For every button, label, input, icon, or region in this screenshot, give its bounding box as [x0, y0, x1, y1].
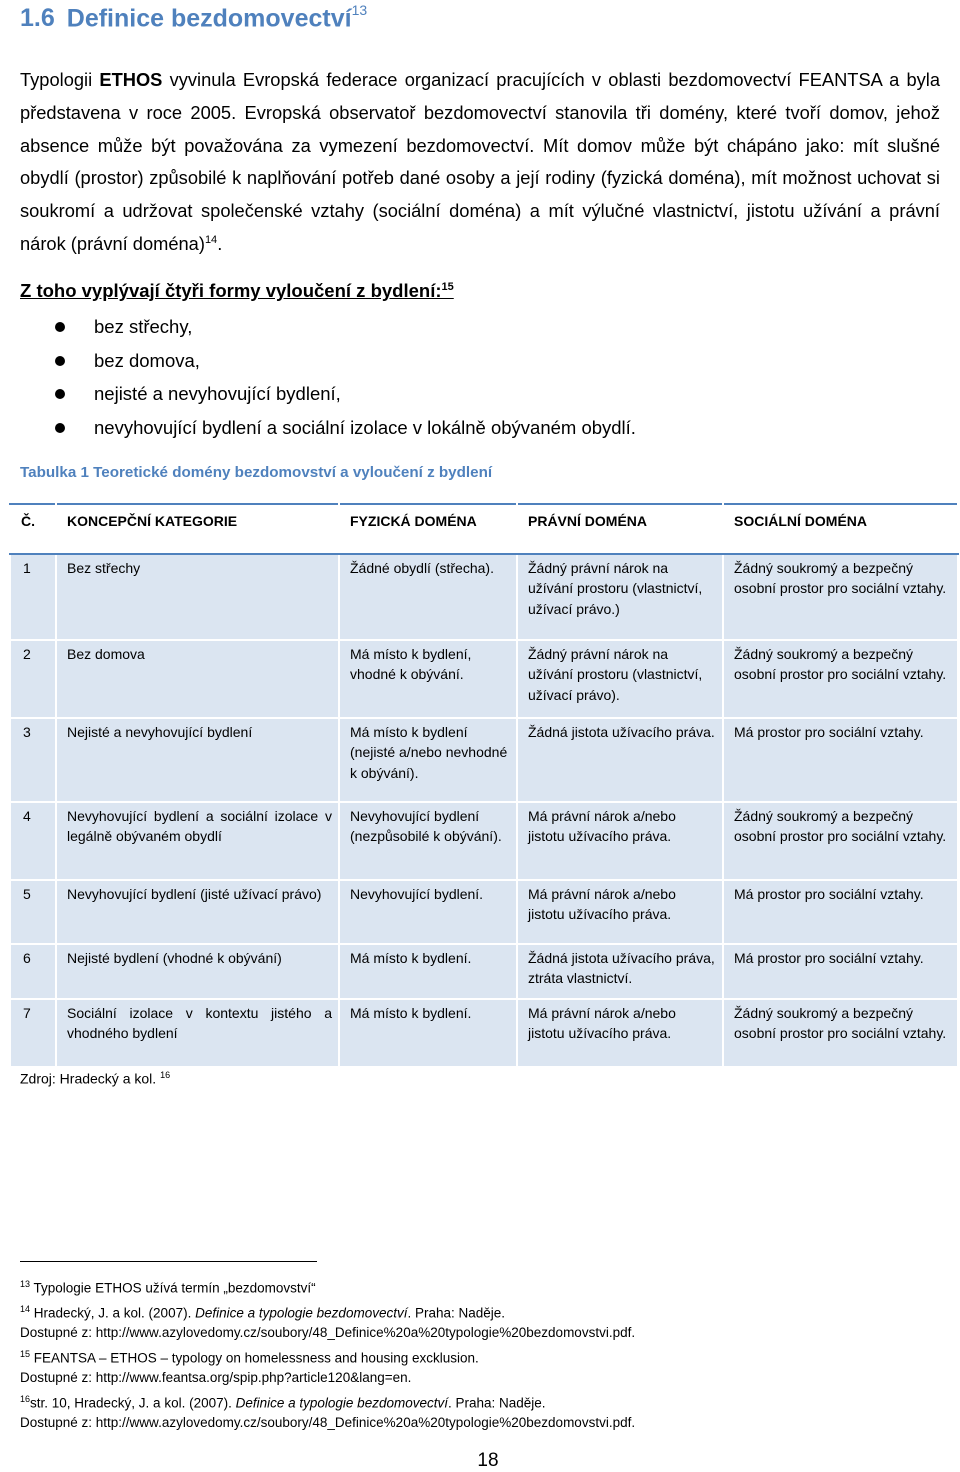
- intro-start: Typologii: [20, 69, 100, 90]
- header-cell: PRÁVNÍ DOMÉNA: [517, 504, 723, 554]
- bullet-icon: [55, 389, 65, 399]
- category-cell: Nejisté bydlení (vhodné k obývání): [56, 944, 339, 999]
- table-row: [10, 802, 958, 880]
- list-item-text: bez domova,: [94, 349, 200, 371]
- physical-cell: Žádné obydlí (střecha).: [339, 554, 517, 640]
- forms-heading-text: Z toho vyplývají čtyři formy vyloučení z bydlení:: [20, 280, 442, 301]
- list-item-text: nejisté a nevyhovující bydlení,: [94, 383, 341, 404]
- header-cell: KONCEPČNÍ KATEGORIE: [56, 504, 339, 554]
- table-source: [20, 1070, 170, 1087]
- forms-list: [0, 312, 900, 446]
- table-row: [10, 944, 958, 999]
- forms-heading: [20, 280, 454, 302]
- section-number: 1.6: [20, 4, 55, 33]
- legal-cell: Žádný právní nárok na užívání prostoru (vlastnictví, užívací právo).: [517, 640, 723, 718]
- physical-cell: Má místo k bydlení (nejisté a/nebo nevhodné k obývání).: [339, 718, 517, 802]
- header-cell: SOCIÁLNÍ DOMÉNA: [723, 504, 958, 554]
- intro-end: .: [217, 232, 223, 254]
- footnote-14: [20, 1299, 635, 1324]
- row-number: 4: [10, 802, 56, 880]
- page-number: 18: [477, 1450, 499, 1471]
- footnote-15-link[interactable]: Dostupné z: http://www.feantsa.org/spip.php?article120&lang=en.: [20, 1370, 412, 1386]
- list-item: [0, 413, 900, 447]
- list-item: [0, 312, 900, 346]
- header-cell: Č.: [10, 504, 56, 554]
- footnote-16: [20, 1389, 635, 1414]
- row-number: 7: [10, 999, 56, 1067]
- legal-cell: Má právní nárok a/nebo jistotu užívacího práva.: [517, 880, 723, 944]
- category-cell: Nevyhovující bydlení a sociální izolace v legálně obývaném obydlí: [56, 802, 339, 880]
- table-row: [10, 880, 958, 944]
- social-cell: Žádný soukromý a bezpečný osobní prostor pro sociální vztahy.: [723, 554, 958, 640]
- social-cell: Má prostor pro sociální vztahy.: [723, 944, 958, 999]
- footnote-text: . Praha: Naděje.: [447, 1395, 546, 1411]
- footnote-ref-16[interactable]: 16: [160, 1070, 171, 1080]
- footnote-ref-13[interactable]: 13: [351, 2, 368, 18]
- intro-bold-ethos: ETHOS: [99, 69, 163, 90]
- legal-cell: Žádný právní nárok na užívání prostoru (vlastnictví, užívací právo.): [517, 554, 723, 640]
- social-cell: Žádný soukromý a bezpečný osobní prostor pro sociální vztahy.: [723, 640, 958, 718]
- footnote-ref-14[interactable]: 14: [204, 233, 218, 246]
- row-number: 2: [10, 640, 56, 718]
- header-cell: FYZICKÁ DOMÉNA: [339, 504, 517, 554]
- footnote-14-link[interactable]: Dostupné z: http://www.azylovedomy.cz/soubory/48_Definice%20a%20typologie%20bezdomovstvi.pdf.: [20, 1325, 636, 1341]
- social-cell: Žádný soukromý a bezpečný osobní prostor pro sociální vztahy.: [723, 802, 958, 880]
- social-cell: Žádný soukromý a bezpečný osobní prostor pro sociální vztahy.: [723, 999, 958, 1067]
- footnote-number: 14: [20, 1303, 31, 1314]
- row-number: 1: [10, 554, 56, 640]
- physical-cell: Má místo k bydlení.: [339, 944, 517, 999]
- physical-cell: Nevyhovující bydlení (nezpůsobilé k obývání).: [339, 802, 517, 880]
- legal-cell: Žádná jistota užívacího práva.: [517, 718, 723, 802]
- footnote-text: str. 10, Hradecký, J. a kol. (2007).: [30, 1395, 236, 1411]
- legal-cell: Má právní nárok a/nebo jistotu užívacího práva.: [517, 999, 723, 1067]
- physical-cell: Má místo k bydlení.: [339, 999, 517, 1067]
- footnote-text: FEANTSA – ETHOS – typology on homelessness and housing excklusion.: [30, 1350, 479, 1366]
- category-cell: Nejisté a nevyhovující bydlení: [56, 718, 339, 802]
- footnote-ref-15[interactable]: 15: [441, 280, 454, 293]
- category-cell: Sociální izolace v kontextu jistého a vhodného bydlení: [56, 999, 339, 1067]
- physical-cell: Nevyhovující bydlení.: [339, 880, 517, 944]
- list-item-text: bez střechy,: [94, 316, 193, 337]
- footnote-13: [20, 1274, 635, 1299]
- footnote-text: Typologie ETHOS užívá termín „bezdomovství“: [30, 1280, 316, 1296]
- section-heading: [20, 4, 367, 33]
- footnote-title: Definice a typologie bezdomovectví: [195, 1305, 408, 1321]
- intro-text: vyvinula Evropská federace organizací pracujících v oblasti bezdomovectví FEANTSA a byla představena v roce 2005. Evropská observatoř bezdomovectví stanovila tři domény, které tvoří domov, jehož absence může být považována za vymezení bezdomovectví. Mít domov může být chápáno jako: mít slušné obydlí (prostor) způsobilé k naplňování potřeb dané osoby a její rodiny (fyzická doména), mít možnost uchovat si soukromí a udržovat společenské vztahy (sociální doména) a mít výlučné vlastnictví, jistotu užívání a právní nárok (právní doména): [20, 69, 941, 254]
- footnote-text: Hradecký, J. a kol. (2007).: [30, 1305, 196, 1321]
- footnote-number: 16: [20, 1393, 31, 1404]
- footnote-separator: [20, 1261, 317, 1262]
- table-row: [10, 718, 958, 802]
- category-cell: Bez střechy: [56, 554, 339, 640]
- social-cell: Má prostor pro sociální vztahy.: [723, 880, 958, 944]
- physical-cell: Má místo k bydlení, vhodné k obývání.: [339, 640, 517, 718]
- list-item-text: nevyhovující bydlení a sociální izolace v lokálně obývaném obydlí.: [94, 416, 636, 438]
- footnote-16-link[interactable]: Dostupné z: http://www.azylovedomy.cz/soubory/48_Definice%20a%20typologie%20bezdomovstvi.pdf.: [20, 1415, 636, 1431]
- footnote-number: 13: [20, 1279, 31, 1289]
- footnote-15: [20, 1344, 635, 1369]
- category-cell: Nevyhovující bydlení (jisté užívací právo): [56, 880, 339, 944]
- footnote-text: . Praha: Naděje.: [407, 1305, 506, 1321]
- footnotes: [20, 1274, 635, 1433]
- intro-paragraph: [20, 64, 940, 261]
- row-number: 5: [10, 880, 56, 944]
- source-text: Zdroj: Hradecký a kol.: [20, 1070, 157, 1087]
- table-header-row: [10, 504, 958, 554]
- legal-cell: Má právní nárok a/nebo jistotu užívacího práva.: [517, 802, 723, 880]
- bullet-icon: [55, 356, 65, 366]
- table-caption: Tabulka 1 Teoretické domény bezdomovství a vyloučení z bydlení: [20, 464, 493, 481]
- table-row: [10, 640, 958, 718]
- list-item: [0, 379, 900, 413]
- row-number: 3: [10, 718, 56, 802]
- table-row: [10, 554, 958, 640]
- bullet-icon: [55, 322, 65, 332]
- domains-table: [9, 503, 959, 1068]
- row-number: 6: [10, 944, 56, 999]
- footnote-number: 15: [20, 1348, 31, 1359]
- legal-cell: Žádná jistota užívacího práva, ztráta vlastnictví.: [517, 944, 723, 999]
- footnote-title: Definice a typologie bezdomovectví: [235, 1395, 448, 1411]
- section-title: Definice bezdomovectví: [66, 4, 352, 33]
- list-item: [0, 346, 900, 380]
- social-cell: Má prostor pro sociální vztahy.: [723, 718, 958, 802]
- bullet-icon: [55, 423, 65, 433]
- table-row: [10, 999, 958, 1067]
- category-cell: Bez domova: [56, 640, 339, 718]
